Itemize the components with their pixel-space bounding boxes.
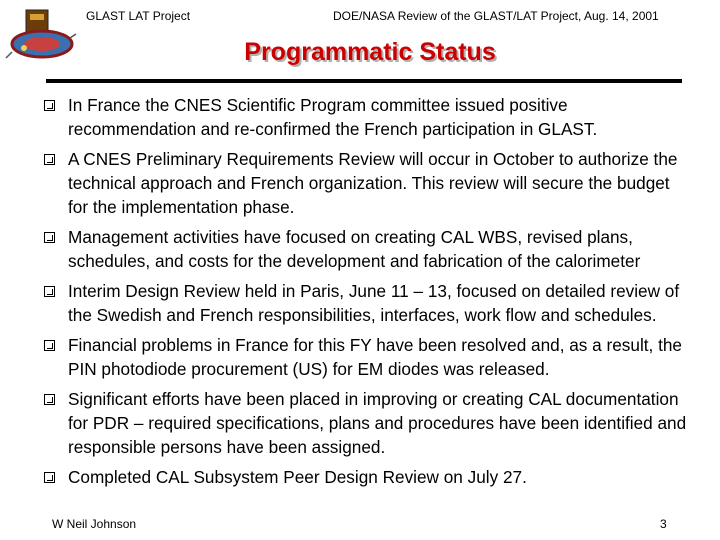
bullet-text: Completed CAL Subsystem Peer Design Review on July 27. bbox=[68, 467, 527, 487]
bullet-item bbox=[44, 225, 694, 273]
checkbox-bullet-icon bbox=[44, 100, 55, 111]
bullet-text: Interim Design Review held in Paris, June 11 – 13, focused on detailed review of the Swedish and French responsibilities, interfaces, work flow and schedules. bbox=[68, 281, 680, 325]
checkbox-bullet-icon bbox=[44, 472, 55, 483]
bullet-text: Significant efforts have been placed in improving or creating CAL documentation for PDR – required specifications, plans and procedures have been identified and responsible persons have been assigned. bbox=[68, 389, 687, 457]
bullet-item bbox=[44, 93, 694, 141]
checkbox-bullet-icon bbox=[44, 340, 55, 351]
bullet-item bbox=[44, 465, 694, 489]
page-title: Programmatic Status bbox=[244, 38, 496, 66]
bullet-text: In France the CNES Scientific Program committee issued positive recommendation and re-confirmed the French participation in GLAST. bbox=[68, 95, 598, 139]
bullet-text: Financial problems in France for this FY have been resolved and, as a result, the PIN photodiode procurement (US) for EM diodes was released. bbox=[68, 335, 682, 379]
bullet-text: A CNES Preliminary Requirements Review will occur in October to authorize the technical approach and French organization. This review will secure the budget for the implementation phase. bbox=[68, 149, 678, 217]
bullet-list bbox=[44, 93, 694, 495]
bullet-item bbox=[44, 387, 694, 459]
bullet-text: Management activities have focused on creating CAL WBS, revised plans, schedules, and costs for the development and fabrication of the calorimeter bbox=[68, 227, 641, 271]
bullet-item bbox=[44, 279, 694, 327]
footer-author: W Neil Johnson bbox=[52, 517, 137, 531]
page-number: 3 bbox=[660, 517, 667, 531]
title-divider bbox=[46, 79, 682, 83]
review-title: DOE/NASA Review of the GLAST/LAT Project, Aug. 14, 2001 bbox=[333, 9, 659, 23]
checkbox-bullet-icon bbox=[44, 286, 55, 297]
bullet-item bbox=[44, 333, 694, 381]
checkbox-bullet-icon bbox=[44, 394, 55, 405]
checkbox-bullet-icon bbox=[44, 232, 55, 243]
bullet-item bbox=[44, 147, 694, 219]
project-name: GLAST LAT Project bbox=[86, 9, 191, 23]
checkbox-bullet-icon bbox=[44, 154, 55, 165]
